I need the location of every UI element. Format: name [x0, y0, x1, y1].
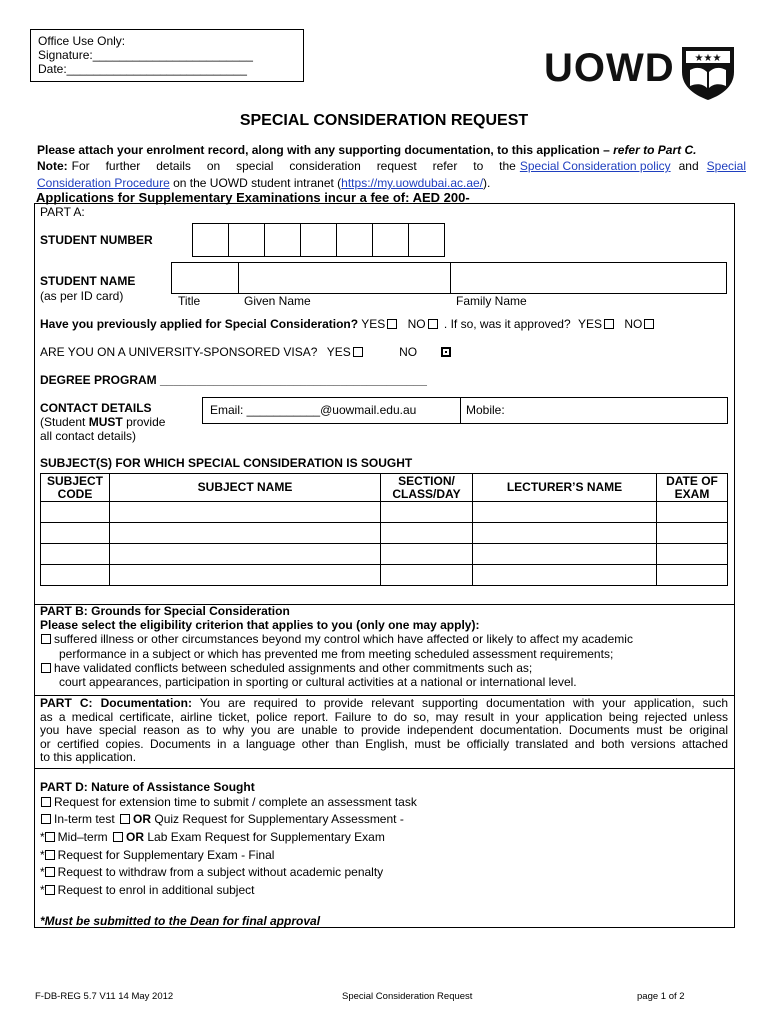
table-row[interactable]	[41, 544, 728, 565]
table-row[interactable]	[41, 523, 728, 544]
fee-notice: Applications for Supplementary Examinations incur a fee of: AED 200-	[36, 190, 470, 205]
part-d-option-3: * Mid–term OR Lab Exam Request for Supplementary Exam	[40, 830, 385, 844]
contact-sub-line: (Student MUST provide	[40, 415, 166, 429]
office-signature-line: Signature:________________________	[38, 48, 253, 62]
office-date-line: Date:___________________________	[38, 62, 247, 76]
part-b-option-2: have validated conflicts between scheduled assignments and other commitments such as;	[40, 661, 532, 675]
student-number-digit[interactable]	[264, 223, 300, 257]
mid-term-checkbox[interactable]	[45, 832, 55, 842]
name-col-family: Family Name	[456, 294, 527, 308]
visa-yes-checkbox[interactable]	[353, 347, 363, 357]
part-c-heading: PART C: Documentation:	[40, 696, 192, 710]
attach-instruction: Please attach your enrolment record, along with any supporting documentation, to this application – refer to Part C.	[37, 143, 697, 157]
student-number-digit[interactable]	[300, 223, 336, 257]
in-term-test-checkbox[interactable]	[41, 814, 51, 824]
crest-icon	[679, 44, 737, 102]
policy-link[interactable]: Special Consideration policy	[519, 159, 671, 173]
contact-details-label: CONTACT DETAILS	[40, 401, 152, 415]
contact-sub-line-2: all contact details)	[40, 429, 137, 443]
attach-ref: refer to Part C.	[613, 143, 697, 157]
footer-code: F-DB-REG 5.7 V11 14 May 2012	[35, 991, 174, 1002]
illness-checkbox[interactable]	[41, 634, 51, 644]
uowd-logo	[544, 44, 744, 108]
visa-row: ARE YOU ON A UNIVERSITY-SPONSORED VISA? YES NO	[40, 345, 454, 359]
office-use-box	[30, 29, 304, 82]
table-row[interactable]	[41, 502, 728, 523]
col-lecturer: LECTURER’S NAME	[473, 474, 657, 502]
footer-page: page 1 of 2	[637, 991, 685, 1002]
quiz-checkbox[interactable]	[120, 814, 130, 824]
office-use-label: Office Use Only:	[38, 34, 126, 48]
contact-boxes	[202, 397, 728, 424]
part-d-option-5: * Request to withdraw from a subject without academic penalty	[40, 865, 384, 879]
col-subject-name: SUBJECT NAME	[110, 474, 381, 502]
degree-program-line: DEGREE PROGRAM ________________________________________	[40, 373, 427, 387]
extension-checkbox[interactable]	[41, 797, 51, 807]
intranet-link[interactable]: https://my.uowdubai.ac.ae/	[341, 176, 484, 190]
dean-footnote: *Must be submitted to the Dean for final approval	[40, 914, 321, 928]
part-c-text: PART C: Documentation: You are required to provide relevant supporting documentation with your application, such as a medical certificate, airline ticket, police report. Failure to do so, may result in your application being rejected unless you have special reason as to why you are unable to provide independent documentation. Documents must be original or certified copies. Documents in a language other than English, must be officially translated and both versions attached to this application.	[40, 696, 728, 764]
footer-title: Special Consideration Request	[342, 991, 473, 1002]
part-b-option-1: suffered illness or other circumstances beyond my control which have affected or likely to affect my academic	[40, 632, 633, 646]
mobile-field[interactable]: Mobile:	[460, 397, 728, 424]
student-name-sub: (as per ID card)	[40, 289, 124, 303]
subjects-heading: SUBJECT(S) FOR WHICH SPECIAL CONSIDERATION IS SOUGHT	[40, 456, 413, 470]
prev-no-checkbox[interactable]	[428, 319, 438, 329]
table-header-row	[41, 474, 728, 502]
logo-text: UOWD	[544, 46, 675, 90]
part-d-heading: PART D: Nature of Assistance Sought	[40, 780, 255, 794]
family-name-field[interactable]	[450, 262, 727, 294]
col-subject-code: SUBJECT CODE	[41, 474, 110, 502]
student-number-digit[interactable]	[372, 223, 408, 257]
student-number-digit[interactable]	[192, 223, 228, 257]
student-name-label: STUDENT NAME	[40, 274, 136, 288]
part-b-option-1-cont: performance in a subject or which has prevented me from meeting scheduled assessment requirements;	[59, 647, 614, 661]
approved-no-checkbox[interactable]	[644, 319, 654, 329]
note-paragraph: Note: For further details on special consideration request refer to the Special Consideration policy and Special Consideration Procedure on the UOWD student intranet (https://my.uowdubai.ac.ae/).	[37, 159, 746, 190]
visa-no-checkbox[interactable]	[441, 347, 451, 357]
table-row[interactable]	[41, 565, 728, 586]
part-d-option-2: In-term test OR Quiz Request for Supplementary Assessment -	[40, 812, 404, 826]
conflict-checkbox[interactable]	[41, 663, 51, 673]
procedure-link[interactable]: Special	[706, 159, 746, 173]
page-title: SPECIAL CONSIDERATION REQUEST	[239, 112, 529, 129]
email-field[interactable]: Email: ___________@uowmail.edu.au	[202, 397, 460, 424]
name-col-given: Given Name	[244, 294, 311, 308]
withdraw-checkbox[interactable]	[45, 867, 55, 877]
student-number-digit[interactable]	[336, 223, 372, 257]
part-d-option-1: Request for extension time to submit / complete an assessment task	[40, 795, 417, 809]
subjects-table	[40, 473, 728, 586]
lab-exam-checkbox[interactable]	[113, 832, 123, 842]
student-number-digit[interactable]	[228, 223, 264, 257]
part-a-heading: PART A:	[40, 205, 85, 219]
enrol-additional-checkbox[interactable]	[45, 885, 55, 895]
note-label: Note:	[37, 159, 68, 173]
part-b-heading: PART B: Grounds for Special Consideration	[40, 604, 290, 618]
student-number-boxes	[192, 223, 445, 257]
procedure-link-cont[interactable]: Consideration Procedure	[37, 176, 170, 190]
supp-exam-final-checkbox[interactable]	[45, 850, 55, 860]
part-d-option-4: * Request for Supplementary Exam - Final	[40, 848, 275, 862]
part-b-instruction: Please select the eligibility criterion that applies to you (only one may apply):	[40, 618, 480, 632]
divider-part-d	[34, 768, 735, 769]
col-exam-date: DATE OF EXAM	[657, 474, 728, 502]
previous-application-row: Have you previously applied for Special Consideration? YES NO . If so, was it approved? YES NO	[40, 317, 657, 331]
approved-yes-checkbox[interactable]	[604, 319, 614, 329]
part-b-option-2-cont: court appearances, participation in sporting or cultural activities at a national or international level.	[59, 675, 577, 689]
student-name-boxes	[171, 262, 727, 294]
col-section: SECTION/ CLASS/DAY	[381, 474, 473, 502]
student-number-digit[interactable]	[408, 223, 445, 257]
svg-text:★★★: ★★★	[694, 53, 722, 64]
part-d-option-6: * Request to enrol in additional subject	[40, 883, 255, 897]
name-col-title: Title	[178, 294, 201, 308]
title-field[interactable]	[171, 262, 238, 294]
student-number-label: STUDENT NUMBER	[40, 233, 153, 247]
prev-yes-checkbox[interactable]	[387, 319, 397, 329]
given-name-field[interactable]	[238, 262, 450, 294]
